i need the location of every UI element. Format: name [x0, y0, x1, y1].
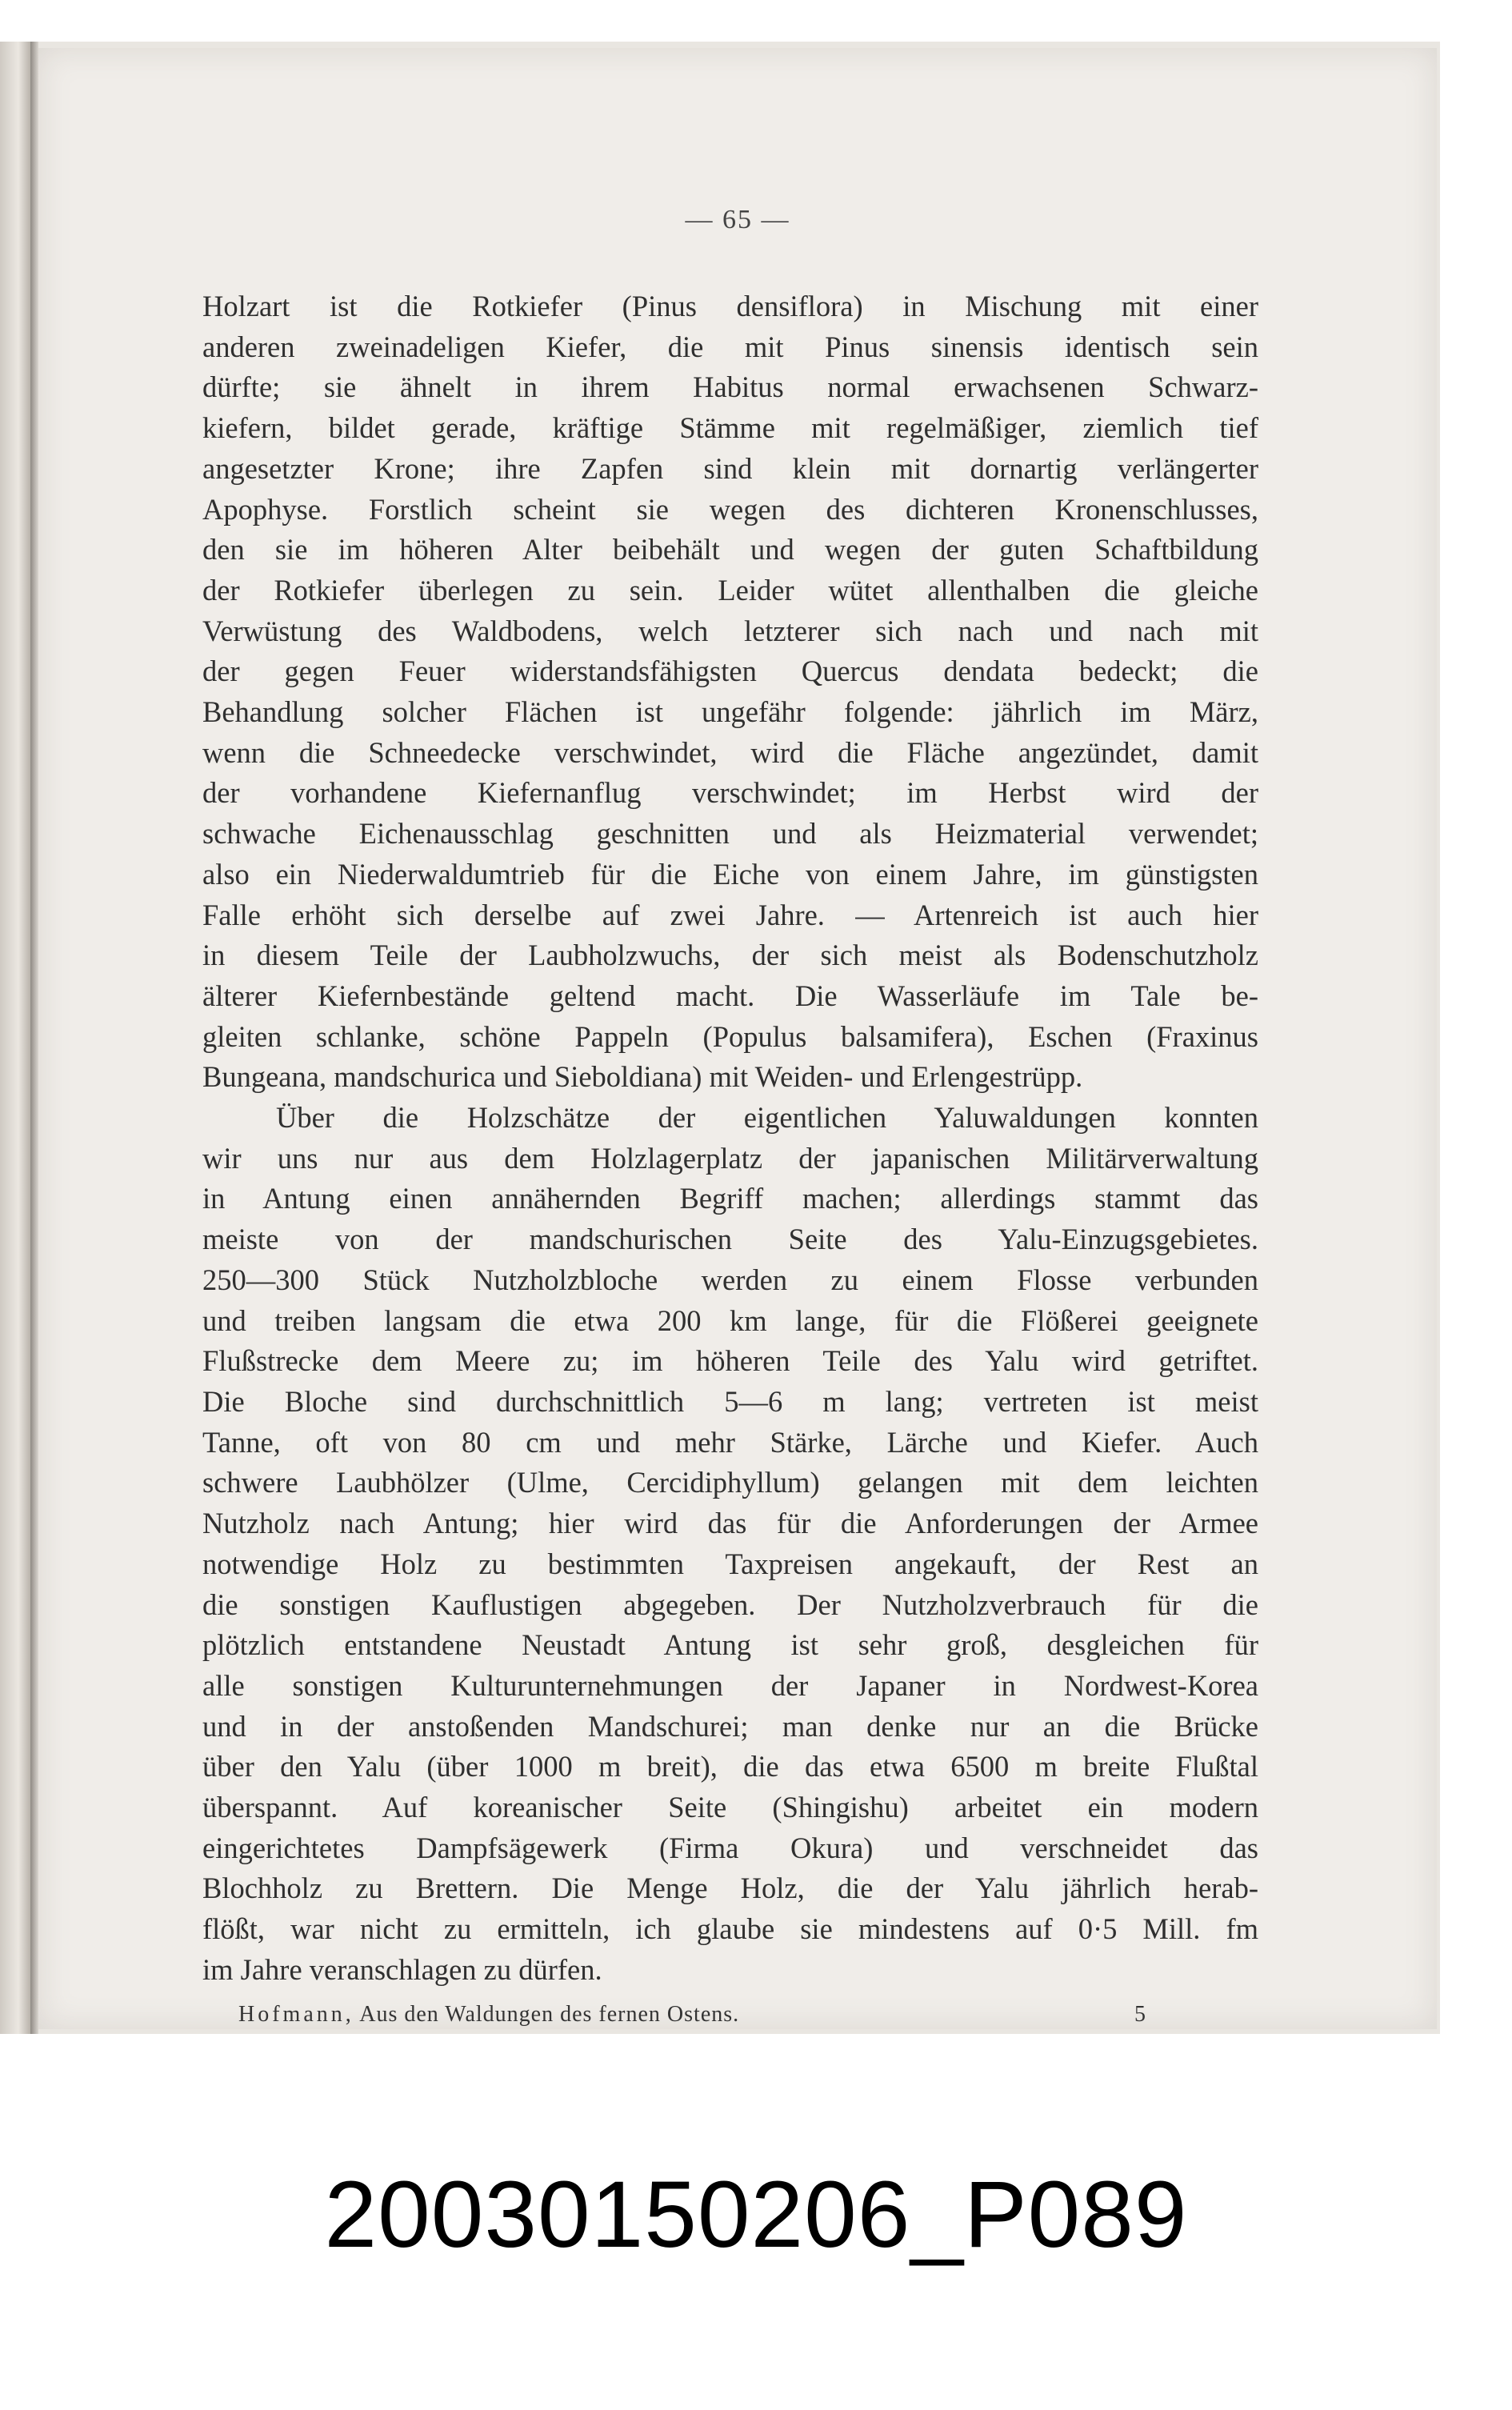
text-line: wenn die Schneedecke verschwindet, wird die Fläche angezündet, damit — [202, 735, 1258, 769]
text-line: eingerichtetes Dampfsägewerk (Firma Okura) und verschneidet das — [202, 1831, 1258, 1864]
text-line: Apophyse. Forstlich scheint sie wegen des dichteren Kronenschlusses, — [202, 492, 1258, 526]
text-line: meiste von der mandschurischen Seite des Yalu-Einzugsgebietes. — [202, 1223, 1258, 1256]
page-number: — 65 — — [685, 205, 790, 234]
text-line: und treiben langsam die etwa 200 km lange, für die Flößerei geeignete — [202, 1303, 1258, 1337]
footer-author: Hofmann, — [238, 2002, 354, 2027]
text-line: anderen zweinadeligen Kiefer, die mit Pinus sinensis identisch sein — [202, 330, 1258, 363]
text-line: notwendige Holz zu bestimmten Taxpreisen angekauft, der Rest an — [202, 1547, 1258, 1580]
text-line: die sonstigen Kauflustigen abgegeben. Der Nutzholzverbrauch für die — [202, 1587, 1258, 1621]
text-line: schwache Eichenausschlag geschnitten und als Heizmaterial verwendet; — [202, 817, 1258, 851]
text-line: flößt, war nicht zu ermitteln, ich glaube sie mindestens auf 0·5 Mill. fm — [202, 1912, 1258, 1946]
text-line: schwere Laubhölzer (Ulme, Cercidiphyllum) gelangen mit dem leichten — [202, 1466, 1258, 1499]
text-line: dürfte; sie ähnelt in ihrem Habitus normal erwachsenen Schwarz- — [202, 370, 1258, 404]
body-text — [202, 286, 1258, 1991]
text-line: Falle erhöht sich derselbe auf zwei Jahre. — Artenreich ist auch hier — [202, 898, 1258, 931]
page-footer — [238, 2002, 1198, 2028]
text-line: in Antung einen annähernden Begriff machen; allerdings stammt das — [202, 1182, 1258, 1215]
signature-mark: 5 — [1134, 2002, 1146, 2027]
text-line: also ein Niederwaldumtrieb für die Eiche von einem Jahre, im günstigsten — [202, 857, 1258, 891]
text-line: Verwüstung des Waldbodens, welch letzterer sich nach und nach mit — [202, 614, 1258, 647]
text-line: Blochholz zu Brettern. Die Menge Holz, die der Yalu jährlich herab- — [202, 1872, 1258, 1905]
text-line: der vorhandene Kiefernanflug verschwindet; im Herbst wird der — [202, 776, 1258, 810]
text-line: im Jahre veranschlagen zu dürfen. — [202, 1952, 602, 1986]
text-line: der gegen Feuer widerstandsfähigsten Quercus dendata bedeckt; die — [202, 655, 1258, 688]
footer-title: Aus den Waldungen des fernen Ostens. — [359, 2002, 740, 2027]
book-gutter — [30, 42, 38, 2034]
text-line: alle sonstigen Kulturunternehmungen der Japaner in Nordwest-Korea — [202, 1668, 1258, 1702]
text-line: gleiten schlanke, schöne Pappeln (Populus balsamifera), Eschen (Fraxinus — [202, 1019, 1258, 1053]
text-line: Flußstrecke dem Meere zu; im höheren Teile des Yalu wird getriftet. — [202, 1344, 1258, 1378]
text-line: Nutzholz nach Antung; hier wird das für die Anforderungen der Armee — [202, 1507, 1258, 1540]
text-line: der Rotkiefer überlegen zu sein. Leider wütet allenthalben die gleiche — [202, 573, 1258, 607]
text-line: angesetzter Krone; ihre Zapfen sind klein mit dornartig verlängerter — [202, 451, 1258, 485]
text-line: den sie im höheren Alter beibehält und wegen der guten Schaftbildung — [202, 533, 1258, 566]
text-line: plötzlich entstandene Neustadt Antung ist sehr groß, desgleichen für — [202, 1628, 1258, 1662]
text-line: und in der anstoßenden Mandschurei; man denke nur an die Brücke — [202, 1709, 1258, 1743]
text-line: Über die Holzschätze der eigentlichen Yaluwaldungen konnten — [276, 1101, 1258, 1135]
book-page — [38, 48, 1437, 2029]
text-line: über den Yalu (über 1000 m breit), die das etwa 6500 m breite Flußtal — [202, 1750, 1258, 1783]
text-line: Behandlung solcher Flächen ist ungefähr folgende: jährlich im März, — [202, 695, 1258, 729]
text-line: Holzart ist die Rotkiefer (Pinus densiflora) in Mischung mit einer — [202, 290, 1258, 322]
text-line: in diesem Teile der Laubholzwuchs, der sich meist als Bodenschutzholz — [202, 939, 1258, 972]
text-line: Tanne, oft von 80 cm und mehr Stärke, Lärche und Kiefer. Auch — [202, 1425, 1258, 1459]
text-line: überspannt. Auf koreanischer Seite (Shingishu) arbeitet ein modern — [202, 1791, 1258, 1824]
facing-page-edge — [0, 42, 30, 2034]
text-line: älterer Kiefernbestände geltend macht. Die Wasserläufe im Tale be- — [202, 979, 1258, 1012]
text-line: wir uns nur aus dem Holzlagerplatz der japanischen Militärverwaltung — [202, 1141, 1258, 1175]
text-line: Bungeana, mandschurica und Sieboldiana) mit Weiden- und Erlengestrüpp. — [202, 1060, 1083, 1094]
text-line: 250—300 Stück Nutzholzbloche werden zu einem Flosse verbunden — [202, 1263, 1258, 1296]
archive-id-caption: 20030150206_P089 — [324, 2162, 1188, 2268]
text-line: Die Bloche sind durchschnittlich 5—6 m lang; vertreten ist meist — [202, 1384, 1258, 1418]
text-line: kiefern, bildet gerade, kräftige Stämme mit regelmäßiger, ziemlich tief — [202, 411, 1258, 445]
